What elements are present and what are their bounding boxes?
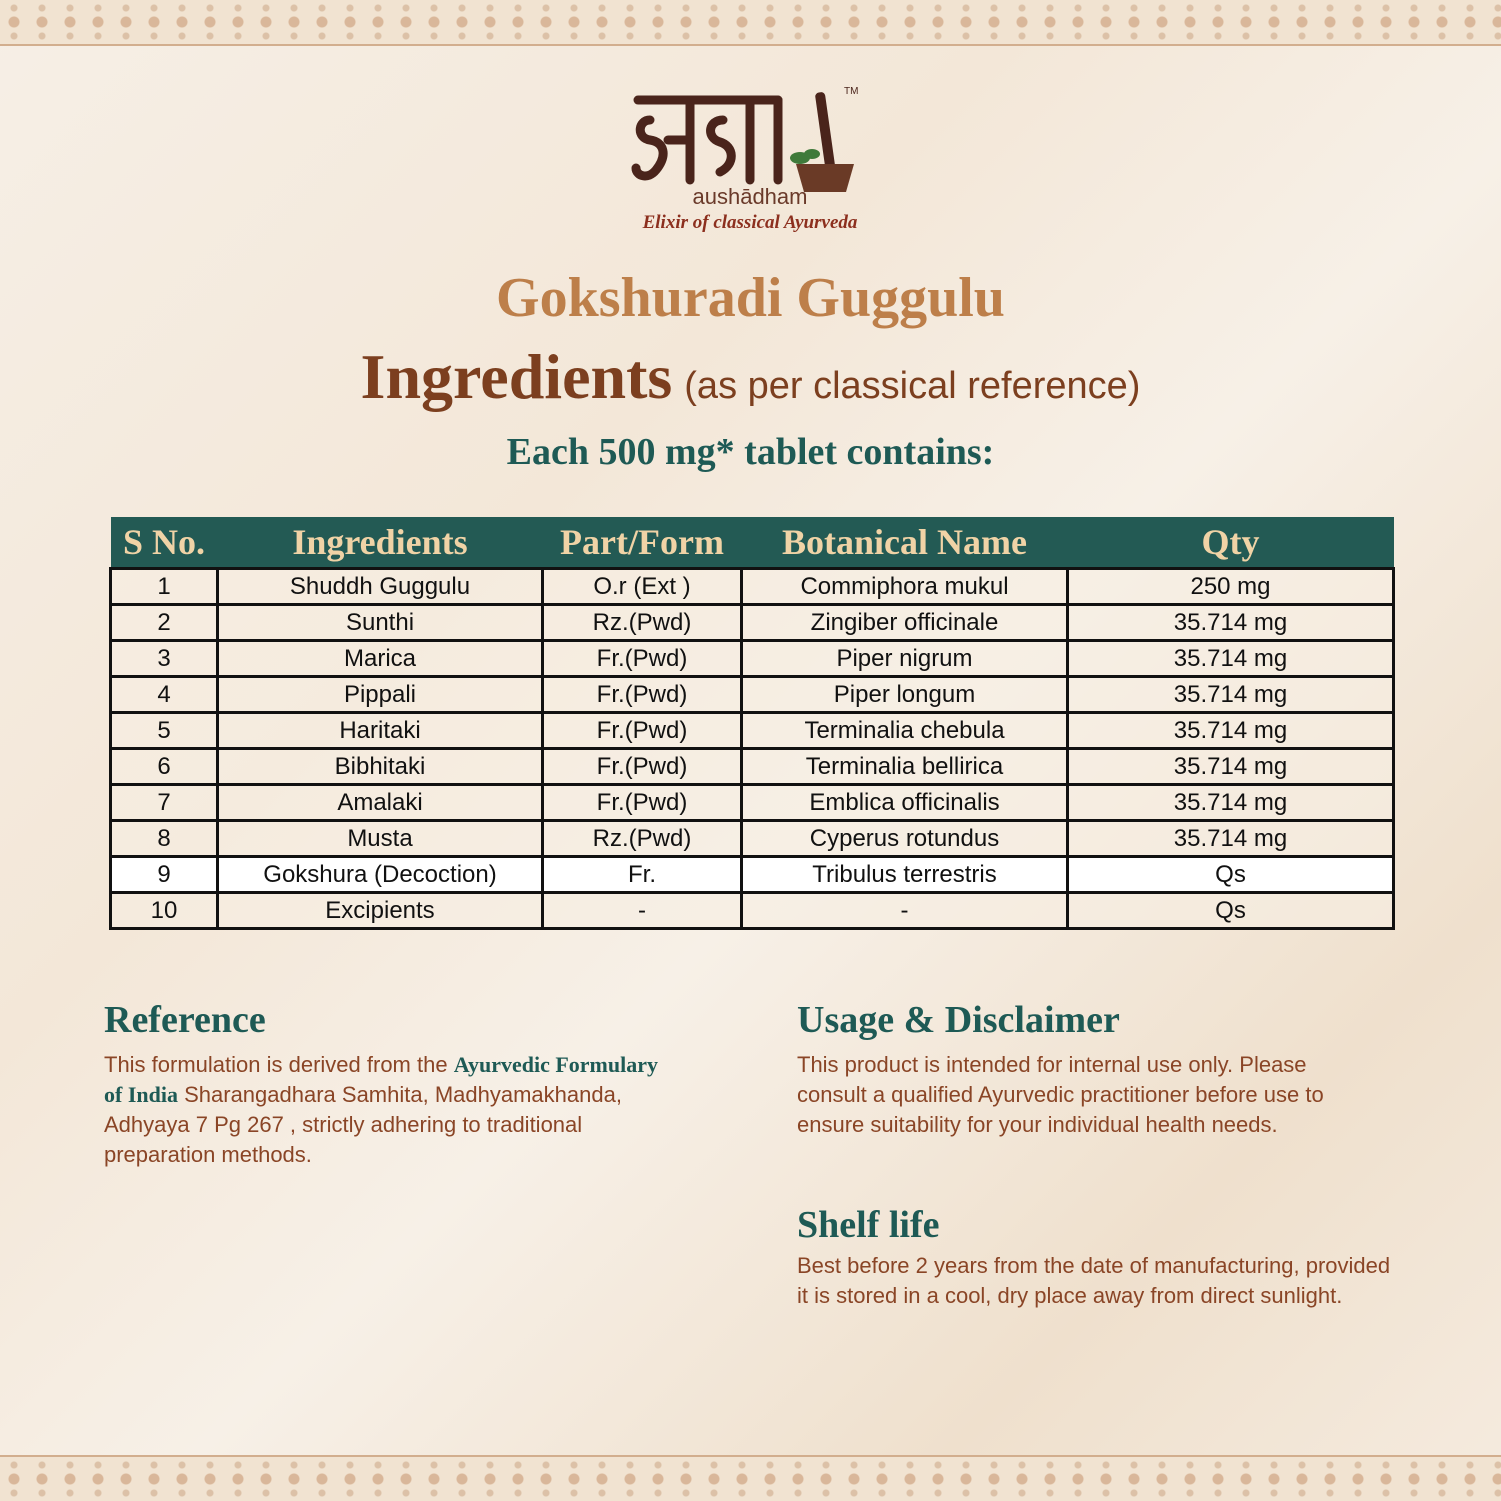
cell-botanical-name: Piper longum	[742, 677, 1068, 713]
cell-qty: 35.714 mg	[1068, 821, 1394, 857]
product-title: Gokshuradi Guggulu	[496, 267, 1005, 329]
cell-part-form: Fr.(Pwd)	[543, 641, 742, 677]
reference-text	[104, 1050, 664, 1170]
cell-sno: 2	[111, 605, 218, 641]
cell-ingredient: Bibhitaki	[218, 749, 543, 785]
column-header-part-form: Part/Form	[543, 517, 742, 569]
table-header-row	[111, 517, 1394, 569]
cell-ingredient: Amalaki	[218, 785, 543, 821]
svg-text:TM: TM	[844, 86, 859, 97]
cell-qty: 250 mg	[1068, 569, 1394, 605]
logo-mark-icon	[628, 80, 868, 200]
table-row	[111, 605, 1394, 641]
cell-botanical-name: Cyperus rotundus	[742, 821, 1068, 857]
cell-botanical-name: Zingiber officinale	[742, 605, 1068, 641]
cell-sno: 1	[111, 569, 218, 605]
cell-qty: 35.714 mg	[1068, 677, 1394, 713]
cell-part-form: Fr.(Pwd)	[543, 785, 742, 821]
cell-part-form: -	[543, 893, 742, 929]
brand-logo	[600, 80, 900, 240]
cell-part-form: Fr.(Pwd)	[543, 749, 742, 785]
cell-qty: Qs	[1068, 857, 1394, 893]
tablet-composition-line: Each 500 mg* tablet contains:	[506, 431, 995, 473]
cell-botanical-name: Tribulus terrestris	[742, 857, 1068, 893]
table-row	[111, 821, 1394, 857]
cell-sno: 6	[111, 749, 218, 785]
cell-ingredient: Musta	[218, 821, 543, 857]
cell-ingredient: Sunthi	[218, 605, 543, 641]
shelf-life-title: Shelf life	[797, 1204, 940, 1246]
ingredients-word: Ingredients	[360, 341, 673, 412]
cell-sno: 10	[111, 893, 218, 929]
cell-ingredient: Shuddh Guggulu	[218, 569, 543, 605]
cell-ingredient: Haritaki	[218, 713, 543, 749]
ingredients-table	[109, 517, 1395, 930]
decorative-border-top	[0, 0, 1501, 46]
cell-part-form: Rz.(Pwd)	[543, 605, 742, 641]
cell-botanical-name: Commiphora mukul	[742, 569, 1068, 605]
reference-title: Reference	[104, 999, 266, 1041]
ingredients-note: (as per classical reference)	[684, 365, 1141, 407]
reference-text-before: This formulation is derived from the	[104, 1052, 454, 1077]
cell-ingredient: Pippali	[218, 677, 543, 713]
cell-ingredient: Marica	[218, 641, 543, 677]
cell-qty: 35.714 mg	[1068, 785, 1394, 821]
table-row	[111, 785, 1394, 821]
cell-botanical-name: -	[742, 893, 1068, 929]
table-row	[111, 857, 1394, 893]
column-header-sno: S No.	[111, 517, 218, 569]
table-row	[111, 677, 1394, 713]
usage-title: Usage & Disclaimer	[797, 999, 1120, 1041]
column-header-qty: Qty	[1068, 517, 1394, 569]
column-header-botanical-name: Botanical Name	[742, 517, 1068, 569]
reference-text-after: Sharangadhara Samhita, Madhyamakhanda, Adhyaya 7 Pg 267 , strictly adhering to traditional preparation methods.	[104, 1082, 622, 1167]
cell-part-form: Fr.(Pwd)	[543, 677, 742, 713]
cell-qty: 35.714 mg	[1068, 605, 1394, 641]
cell-ingredient: Excipients	[218, 893, 543, 929]
cell-ingredient: Gokshura (Decoction)	[218, 857, 543, 893]
cell-botanical-name: Piper nigrum	[742, 641, 1068, 677]
decorative-border-bottom	[0, 1455, 1501, 1501]
cell-part-form: O.r (Ext )	[543, 569, 742, 605]
usage-text: This product is intended for internal use only. Please consult a qualified Ayurvedic practitioner before use to ensure suitability for your individual health needs.	[797, 1052, 1324, 1137]
cell-botanical-name: Terminalia chebula	[742, 713, 1068, 749]
cell-qty: Qs	[1068, 893, 1394, 929]
cell-sno: 4	[111, 677, 218, 713]
cell-part-form: Fr.	[543, 857, 742, 893]
table-row	[111, 569, 1394, 605]
cell-part-form: Fr.(Pwd)	[543, 713, 742, 749]
shelf-life-text: Best before 2 years from the date of manufacturing, provided it is stored in a cool, dry place away from direct sunlight.	[797, 1253, 1391, 1308]
cell-botanical-name: Terminalia bellirica	[742, 749, 1068, 785]
column-header-ingredients: Ingredients	[218, 517, 543, 569]
cell-part-form: Rz.(Pwd)	[543, 821, 742, 857]
ingredients-heading	[0, 340, 1501, 414]
cell-sno: 7	[111, 785, 218, 821]
brand-tagline: Elixir of classical Ayurveda	[642, 212, 858, 233]
cell-sno: 3	[111, 641, 218, 677]
cell-sno: 8	[111, 821, 218, 857]
table-row	[111, 641, 1394, 677]
brand-subname: aushādham	[692, 184, 808, 209]
cell-sno: 5	[111, 713, 218, 749]
table-row	[111, 893, 1394, 929]
cell-qty: 35.714 mg	[1068, 713, 1394, 749]
cell-sno: 9	[111, 857, 218, 893]
cell-botanical-name: Emblica officinalis	[742, 785, 1068, 821]
reference-emphasis: Ayurvedic Formulary of India	[104, 1052, 658, 1107]
table-row	[111, 749, 1394, 785]
table-row	[111, 713, 1394, 749]
cell-qty: 35.714 mg	[1068, 641, 1394, 677]
cell-qty: 35.714 mg	[1068, 749, 1394, 785]
